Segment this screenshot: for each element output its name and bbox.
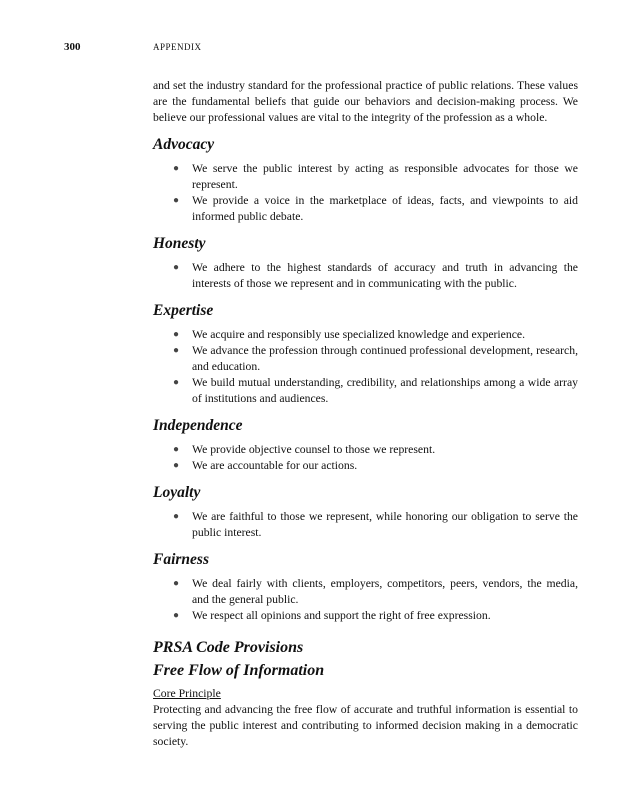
- list-item: ● We serve the public interest by acting as responsible advocates for those we represent.: [173, 162, 578, 191]
- bullet-list: [153, 161, 578, 225]
- bullet-icon: ●: [173, 444, 180, 455]
- list-item: ● We deal fairly with clients, employers, competitors, peers, vendors, the media, and the general public.: [173, 577, 578, 606]
- bullet-icon: ●: [173, 460, 180, 471]
- list-item: ● We advance the profession through continued professional development, research, and education.: [173, 344, 578, 373]
- bullet-list: [153, 509, 578, 541]
- bullet-icon: ●: [173, 163, 180, 174]
- bullet-icon: ●: [173, 610, 180, 621]
- list-item: ● We respect all opinions and support the right of free expression.: [173, 609, 491, 622]
- value-heading: Honesty: [153, 235, 206, 252]
- list-item: ● We provide objective counsel to those we represent.: [173, 443, 436, 456]
- value-section-independence: [153, 416, 578, 474]
- core-principle-label: Core Principle: [153, 687, 221, 700]
- value-heading: Fairness: [153, 551, 209, 568]
- value-section-expertise: [153, 301, 578, 407]
- bullet-icon: ●: [173, 578, 180, 589]
- page-number: 300: [64, 41, 81, 53]
- code-provisions-section: [153, 636, 578, 750]
- value-heading: Loyalty: [153, 484, 201, 501]
- bullet-icon: ●: [173, 195, 180, 206]
- value-heading: Expertise: [153, 302, 214, 319]
- bullet-icon: ●: [173, 511, 180, 522]
- value-heading: Advocacy: [153, 136, 215, 153]
- bullet-list: [153, 260, 578, 292]
- bullet-icon: ●: [173, 345, 180, 356]
- value-section-loyalty: [153, 483, 578, 541]
- value-section-fairness: [153, 550, 578, 624]
- bullet-list: [153, 327, 578, 407]
- bullet-icon: ●: [173, 377, 180, 388]
- list-item: ● We are accountable for our actions.: [173, 459, 358, 472]
- value-section-honesty: [153, 234, 578, 292]
- list-item: ● We adhere to the highest standards of accuracy and truth in advancing the interests of those we represent and in communicating with the public.: [173, 261, 578, 290]
- running-head: APPENDIX: [153, 42, 202, 52]
- code-provisions-heading: PRSA Code Provisions: [153, 639, 304, 656]
- bullet-icon: ●: [173, 262, 180, 273]
- intro-paragraph: and set the industry standard for the professional practice of public relations. These values are the fundamental beliefs that guide our behaviors and decision-making process. We believe our professional values are vital to the integrity of the profession as a whole.: [153, 79, 578, 124]
- core-principle-text: Protecting and advancing the free flow of accurate and truthful information is essential to serving the public interest and contributing to informed decision making in a democratic society.: [153, 703, 578, 748]
- bullet-list: [153, 576, 578, 624]
- bullet-list: [153, 442, 578, 474]
- value-section-advocacy: [153, 135, 578, 225]
- page-content: [153, 78, 578, 750]
- list-item: ● We provide a voice in the marketplace of ideas, facts, and viewpoints to aid informed public debate.: [173, 194, 578, 223]
- list-item: ● We acquire and responsibly use specialized knowledge and experience.: [173, 328, 525, 341]
- bullet-icon: ●: [173, 329, 180, 340]
- value-heading: Independence: [153, 417, 243, 434]
- list-item: ● We are faithful to those we represent, while honoring our obligation to serve the public interest.: [173, 510, 578, 539]
- free-flow-heading: Free Flow of Information: [153, 662, 325, 679]
- list-item: ● We build mutual understanding, credibility, and relationships among a wide array of institutions and audiences.: [173, 376, 578, 405]
